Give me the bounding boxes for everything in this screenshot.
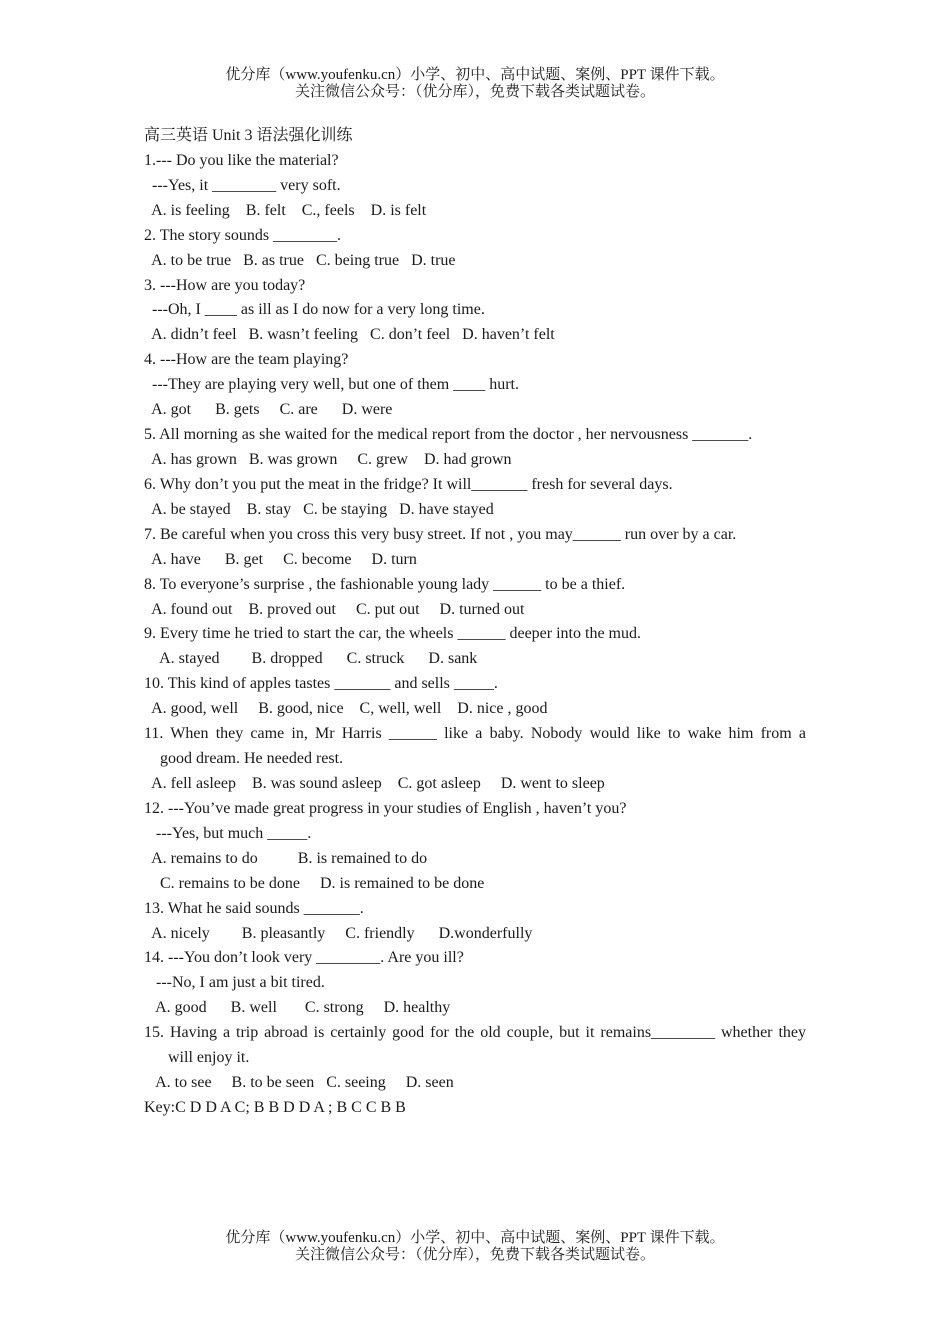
text-line: ---Yes, it ________ very soft. [144, 176, 341, 194]
text-line: A. remains to do B. is remained to do [144, 849, 428, 867]
text-line: ---They are playing very well, but one of them ____ hurt. [144, 376, 519, 394]
text-line: good dream. He needed rest. [144, 750, 344, 768]
text-line: 9. Every time he tried to start the car, the wheels ______ deeper into the mud. [144, 625, 641, 643]
text-line: ---Yes, but much _____. [144, 824, 312, 842]
text-line: A. has grown B. was grown C. grew D. had grown [144, 450, 512, 468]
text-line: A. didn’t feel B. wasn’t feeling C. don’t feel D. haven’t felt [144, 326, 555, 344]
text-line: 10. This kind of apples tastes _______ and sells _____. [144, 675, 498, 693]
text-line: A. fell asleep B. was sound asleep C. got asleep D. went to sleep [144, 774, 605, 792]
text-line: A. got B. gets C. are D. were [144, 401, 393, 419]
text-line: 6. Why don’t you put the meat in the fridge? It will_______ fresh for several days. [144, 475, 673, 493]
text-line: 15. Having a trip abroad is certainly good for the old couple, but it remains________ whether they [144, 1024, 806, 1042]
text-line: 11. When they came in, Mr Harris ______ like a baby. Nobody would like to wake him from a [144, 725, 806, 743]
text-line: 3. ---How are you today? [144, 276, 306, 294]
text-line: will enjoy it. [144, 1049, 250, 1067]
footer-line-2: 关注微信公众号：（优分库），免费下载各类试题试卷。 [294, 1247, 655, 1263]
text-line: A. be stayed B. stay C. be staying D. have stayed [144, 500, 494, 518]
text-line: 12. ---You’ve made great progress in your studies of English , haven’t you? [144, 799, 627, 817]
text-line: A. stayed B. dropped C. struck D. sank [144, 650, 478, 668]
header-line-1: 优分库（www.youfenku.cn）小学、初中、高中试题、案例、PPT 课件下载。 [225, 67, 725, 83]
worksheet-title: 高三英语 Unit 3 语法强化训练 [144, 127, 353, 144]
footer-line-1: 优分库（www.youfenku.cn）小学、初中、高中试题、案例、PPT 课件下载。 [225, 1230, 725, 1246]
header-line-2: 关注微信公众号：（优分库），免费下载各类试题试卷。 [294, 84, 655, 100]
text-line: A. is feeling B. felt C., feels D. is felt [144, 201, 427, 219]
text-line: A. found out B. proved out C. put out D. turned out [144, 600, 525, 618]
text-line: A. to see B. to be seen C. seeing D. seen [144, 1074, 454, 1092]
text-line: 4. ---How are the team playing? [144, 351, 349, 369]
text-line: 14. ---You don’t look very ________. Are you ill? [144, 949, 464, 967]
text-line: ---No, I am just a bit tired. [144, 974, 325, 992]
text-line: 13. What he said sounds _______. [144, 899, 364, 917]
worksheet-body [144, 124, 806, 1121]
text-line: C. remains to be done D. is remained to be done [144, 874, 485, 892]
answer-key: Key:C D D A C; B B D D A ; B C C B B [144, 1098, 406, 1116]
text-line: 5. All morning as she waited for the medical report from the doctor , her nervousness _______. [144, 426, 753, 444]
text-line: 7. Be careful when you cross this very busy street. If not , you may______ run over by a car. [144, 525, 737, 543]
page-footer [0, 1230, 950, 1264]
text-line: A. good, well B. good, nice C, well, well D. nice , good [144, 700, 548, 718]
page-header [0, 67, 950, 101]
text-line: A. to be true B. as true C. being true D. true [144, 251, 456, 269]
text-line: A. nicely B. pleasantly C. friendly D.wonderfully [144, 924, 533, 942]
text-line: 8. To everyone’s surprise , the fashionable young lady ______ to be a thief. [144, 575, 626, 593]
text-line: ---Oh, I ____ as ill as I do now for a very long time. [144, 301, 485, 319]
text-line: 2. The story sounds ________. [144, 226, 342, 244]
text-line: A. have B. get C. become D. turn [144, 550, 417, 568]
text-line: 1.--- Do you like the material? [144, 151, 339, 169]
text-line: A. good B. well C. strong D. healthy [144, 999, 451, 1017]
